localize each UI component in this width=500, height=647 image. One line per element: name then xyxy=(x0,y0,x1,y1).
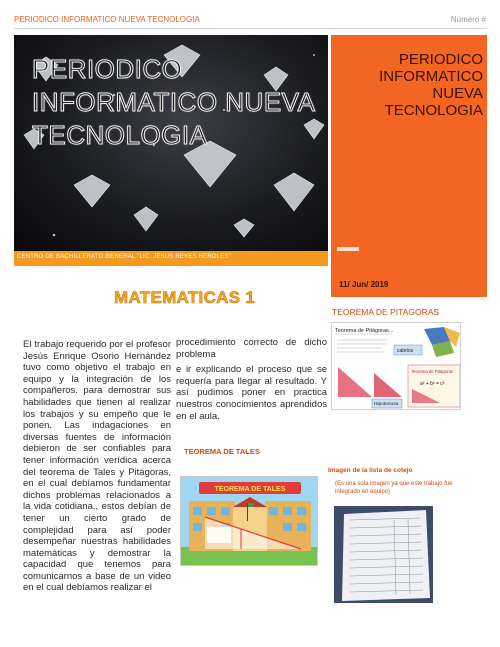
article-paragraph: e ir explicando el proceso que se requería para llegar al resultado. Y así pudimos poner en practica nuestros conocimientos aprendidos en el aula. xyxy=(176,364,327,422)
article-heading: MATEMATICAS 1 xyxy=(114,288,256,307)
hipotenusa-label: Hipotenusa xyxy=(374,402,399,407)
pitagoras-slide xyxy=(332,323,461,410)
article-paragraph: procedimiento correcto de dicho problema xyxy=(176,337,327,360)
publication-name: PERIODICO INFORMATICO NUEVA TECNOLOGIA xyxy=(14,15,200,24)
page-header xyxy=(14,13,486,29)
checklist-photo xyxy=(334,506,433,603)
article-column-2 xyxy=(176,337,327,426)
sidebar-box xyxy=(331,35,487,297)
tales-illustration xyxy=(181,477,318,566)
hero-title: PERIODICO INFORMATICO NUEVA TECNOLOGIA xyxy=(32,54,316,150)
sidebar-divider xyxy=(337,247,359,251)
sidebar-title: PERIODICO INFORMATICO NUEVA TECNOLOGIA xyxy=(379,51,483,119)
school-name: CENTRO DE BACHILLERATO GENERAL "LIC. JESUS REYES HEROLES" xyxy=(17,254,231,260)
pitagoras-heading: TEOREMA DE PITAGORAS xyxy=(332,307,440,317)
tales-image xyxy=(180,476,318,566)
catetos-label: catetos xyxy=(397,348,414,354)
school-bar xyxy=(14,251,328,266)
cotejo-title: Imagen de la lista de cotejo xyxy=(328,467,413,474)
tales-banner: TEOREMA DE TALES xyxy=(214,486,286,493)
cotejo-note: (Es una sola imagen ya que este trabajo fue integrado en equipo) xyxy=(335,481,453,495)
pitagoras-slide-title: Teorema de Pitágoras... xyxy=(335,328,394,334)
cotejo-photo xyxy=(334,506,433,603)
teorema-label: Teorema de Pitágoras xyxy=(411,369,454,374)
issue-date: 11/ Jun/ 2019 xyxy=(339,280,389,289)
tales-heading: TEOREMA DE TALES xyxy=(184,447,260,456)
issue-number: Número # xyxy=(450,15,486,24)
article-column-1: El trabajo requerido por el profesor Jesús Enrique Osorio Hernández tuvo como objetivo el trabajo en equipo y la integración de los compañeros. para demostrar sus habilidades que tienen al realizar los trabajos y su empeño que le ponen. Las indagaciones en diversas fuentes de información debieron de ser confiables para tener información verídica acerca del teorema de Tales y Pitágoras, en el cual debíamos fundamentar dichos problemas relacionados a la vida cotidiana., estos debían de tener un cierto grado de complejidad para así poder desempeñar nuestras habilidades matemáticas y demostrar la capacidad que tenemos para comunicarnos a base de un video en el cual debíamos realizar el xyxy=(23,339,171,594)
formula-label: a² + b² = c² xyxy=(420,381,445,387)
pitagoras-image xyxy=(331,322,461,410)
hero-image xyxy=(14,35,328,251)
